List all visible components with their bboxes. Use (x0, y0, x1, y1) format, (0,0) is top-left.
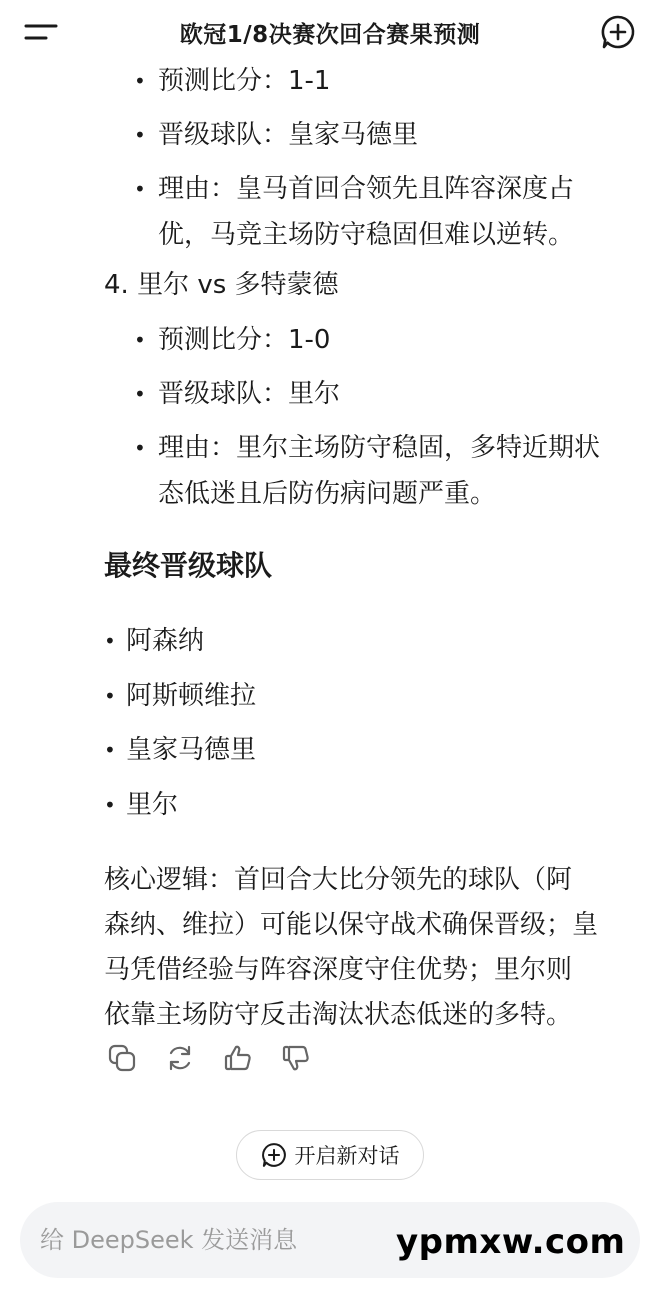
match3-reason (158, 166, 638, 258)
thumbs-up-icon[interactable] (220, 1040, 256, 1076)
match4-reason-line2: 态低迷且后防伤病问题严重。 (158, 479, 497, 509)
copy-icon[interactable] (104, 1040, 140, 1076)
match4-reason (158, 425, 638, 517)
summary-paragraph (104, 858, 640, 1038)
page-title: 欧冠1/8决赛次回合赛果预测 (179, 22, 481, 48)
match3-reason-line2: 优，马竞主场防守稳固但难以逆转。 (158, 220, 575, 250)
summary-line: 马凭借经验与阵容深度守住优势；里尔则 (104, 955, 573, 985)
new-chat-button[interactable] (236, 1130, 424, 1180)
match3-reason-line1: 理由：皇马首回合领先且阵容深度占 (158, 174, 575, 204)
list-item: • 皇家马德里 (126, 727, 256, 773)
match4-heading: 4. 里尔 vs 多特蒙德 (104, 270, 339, 300)
summary-line: 核心逻辑：首回合大比分领先的球队（阿 (104, 865, 573, 895)
match4-advance: • 晋级球队：里尔 (158, 371, 638, 417)
final-section-title: 最终晋级球队 (104, 549, 273, 582)
match4-reason-line1: 理由：里尔主场防守稳固，多特近期状 (158, 433, 601, 463)
match3-score: • 预测比分：1-1 (158, 58, 638, 104)
message-actions (104, 1040, 314, 1076)
new-chat-label: 开启新对话 (294, 1144, 400, 1168)
list-item: • 阿森纳 (126, 618, 204, 664)
list-item: • 里尔 (126, 782, 178, 828)
list-item: • 阿斯顿维拉 (126, 673, 256, 719)
summary-line: 森纳、维拉）可能以保守战术确保晋级；皇 (104, 910, 599, 940)
top-bar (0, 0, 660, 64)
summary-line: 依靠主场防守反击淘汰状态低迷的多特。 (104, 1000, 573, 1030)
match4-score: • 预测比分：1-0 (158, 317, 638, 363)
new-chat-plus-icon[interactable] (600, 14, 636, 50)
new-chat-plus-icon (261, 1142, 287, 1168)
match3-advance: • 晋级球队：皇家马德里 (158, 112, 638, 158)
thumbs-down-icon[interactable] (278, 1040, 314, 1076)
watermark: ypmxw.com (396, 1222, 626, 1262)
message-input[interactable] (40, 1220, 400, 1260)
regenerate-icon[interactable] (162, 1040, 198, 1076)
